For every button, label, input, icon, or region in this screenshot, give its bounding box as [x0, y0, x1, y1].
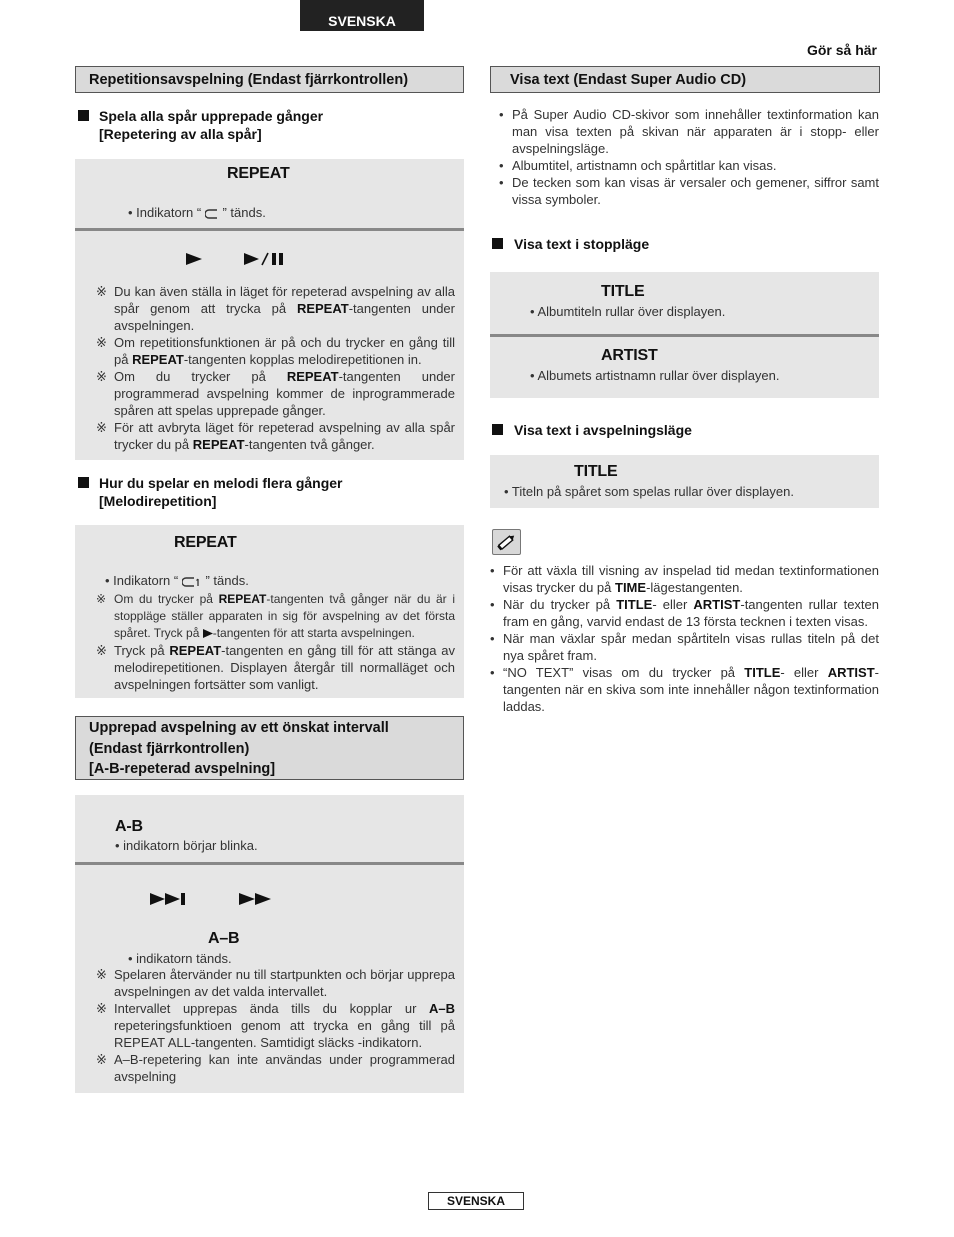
list-item: • När du trycker på TITLE- eller ARTIST-tangenten rullar texten fram en gång, varvid endast de 13 första tecknen i texten visas.: [490, 597, 879, 629]
repeat-section-title: Repetitionsavspelning (Endast fjärrkontrollen): [89, 71, 409, 88]
square-bullet-icon: [78, 477, 89, 488]
play-pause-icon: [244, 252, 287, 266]
repeat-one-indicator-icon: [182, 577, 202, 587]
running-head: Gör så här: [806, 42, 877, 58]
repeat-section-header: [75, 66, 464, 93]
play-step-note: • Titeln på spåret som spelas rullar över displayen.: [504, 484, 794, 499]
all-tracks-heading-line2: [Repetering av alla spår]: [99, 126, 262, 142]
single-track-heading-line1: Hur du spelar en melodi flera gånger: [99, 475, 343, 491]
title-key-label: TITLE: [574, 463, 618, 480]
note-item: ※ Om du trycker på REPEAT-tangenten två gånger när du är i stoppläge ställer apparaten in sig för avspelning av det första spåret. Tryck på -tangenten för att starta avspelningen.: [96, 592, 455, 640]
note-item: ※ Spelaren återvänder nu till startpunkten och börjar upprepa avspelningen av det valda intervallet.: [96, 967, 455, 999]
ab-step2: [75, 865, 464, 1093]
fast-forward-icon: [239, 893, 272, 905]
square-bullet-icon: [78, 110, 89, 121]
repeat-key-label: REPEAT: [174, 534, 237, 551]
pencil-icon: [492, 529, 521, 555]
note-item: ※ A–B-repetering kan inte användas under programmerad avspelning: [96, 1052, 455, 1084]
square-bullet-icon: [492, 238, 503, 249]
stop-step2-note: • Albumets artistnamn rullar över displayen.: [530, 368, 780, 383]
artist-key-label: ARTIST: [601, 347, 658, 364]
repeat-key-label: REPEAT: [227, 165, 290, 182]
ab-section-title-line1: Upprepad avspelning av ett önskat intervall: [89, 720, 389, 736]
all-tracks-step2: [75, 231, 464, 460]
stop-mode-heading: Visa text i stoppläge: [492, 235, 872, 253]
ab-step2-note: • indikatorn tänds.: [128, 951, 232, 966]
note-item: ※ Om repetitionsfunktionen är på och du trycker en gång till på REPEAT-tangenten kopplas melodirepetitionen in.: [96, 335, 455, 367]
play-icon: [186, 253, 202, 265]
note-item: ※ Tryck på REPEAT-tangenten en gång till för att stänga av melodirepetitionen. Displayen återgår till normalläget och avspelningen fortsätter som vanligt.: [96, 643, 455, 692]
play-mode-heading: Visa text i avspelningsläge: [492, 421, 872, 439]
note-item: ※ Intervallet upprepas ända tills du kopplar ur A–B repeteringsfunktioen genom att trycka en gång till på REPEAT ALL-tangenten. Samtidigt släcks -indikatorn.: [96, 1001, 455, 1050]
list-item: • På Super Audio CD-skivor som innehåller textinformation kan man visa texten på skivan när apparaten är i stopp- eller avspelningsläge.: [499, 107, 879, 156]
all-tracks-heading: [78, 107, 458, 143]
all-tracks-heading-line1: Spela alla spår upprepade gånger: [99, 108, 324, 124]
indicator-note: • Indikatorn “ ” tänds.: [128, 205, 266, 220]
list-item: • När man växlar spår medan spårtiteln visas rullas titeln på det nya spåret fram.: [490, 631, 879, 663]
list-item: • De tecken som kan visas är versaler och gemener, siffror samt vissa symboler.: [499, 175, 879, 207]
note-item: ※ För att avbryta läget för repeterad avspelning av alla spår trycker du på REPEAT-tangenten två gånger.: [96, 420, 455, 452]
title-key-label: TITLE: [601, 283, 645, 300]
list-item: • För att växla till visning av inspelad tid medan textinformationen visas trycker du på TIME-lägestangenten.: [490, 563, 879, 595]
all-tracks-step1: [75, 159, 464, 228]
stop-step2: [490, 337, 879, 398]
indicator-note: • Indikatorn “ ” tänds.: [105, 573, 249, 588]
ab-section-title-line3: [A-B-repeterad avspelning]: [89, 761, 276, 777]
list-item: • Albumtitel, artistnamn och spårtitlar kan visas.: [499, 158, 777, 173]
single-track-step: [75, 525, 464, 698]
ab-key-label: A–B: [208, 930, 240, 947]
note-item: ※ Du kan även ställa in läget för repeterad avspelning av alla spår genom att trycka på REPEAT-tangenten under avspelningen.: [96, 284, 455, 333]
play-step: [490, 455, 879, 508]
stop-step1-note: • Albumtiteln rullar över displayen.: [530, 304, 726, 319]
ab-step1: [75, 795, 464, 862]
note-item: ※ Om du trycker på REPEAT-tangenten under programmerad avspelning kommer de inprogrammerade spåren att spelas upprepade gånger.: [96, 369, 455, 418]
text-section-title: Visa text (Endast Super Audio CD): [510, 71, 747, 88]
ab-section-header: [75, 716, 464, 780]
single-track-heading: [78, 474, 458, 510]
square-bullet-icon: [492, 424, 503, 435]
stop-step1: [490, 272, 879, 334]
ab-step1-note: • indikatorn börjar blinka.: [115, 838, 258, 853]
single-track-heading-line2: [Melodirepetition]: [99, 493, 217, 509]
play-icon: [203, 629, 213, 638]
skip-forward-icon: [150, 893, 187, 905]
list-item: • “NO TEXT” visas om du trycker på TITLE- eller ARTIST-tangenten när en skiva som inte innehåller någon textinformation laddas.: [490, 665, 879, 714]
language-tab: SVENSKA: [300, 0, 424, 31]
memo-notes: [490, 562, 879, 715]
footer-language-label: SVENSKA: [428, 1192, 524, 1210]
ab-key-label: A-B: [115, 818, 143, 835]
text-section-header: [490, 66, 880, 93]
ab-section-title-line2: (Endast fjärrkontrollen): [89, 740, 250, 757]
repeat-all-indicator-icon: [205, 209, 219, 219]
text-intro-bullets: [499, 106, 879, 208]
